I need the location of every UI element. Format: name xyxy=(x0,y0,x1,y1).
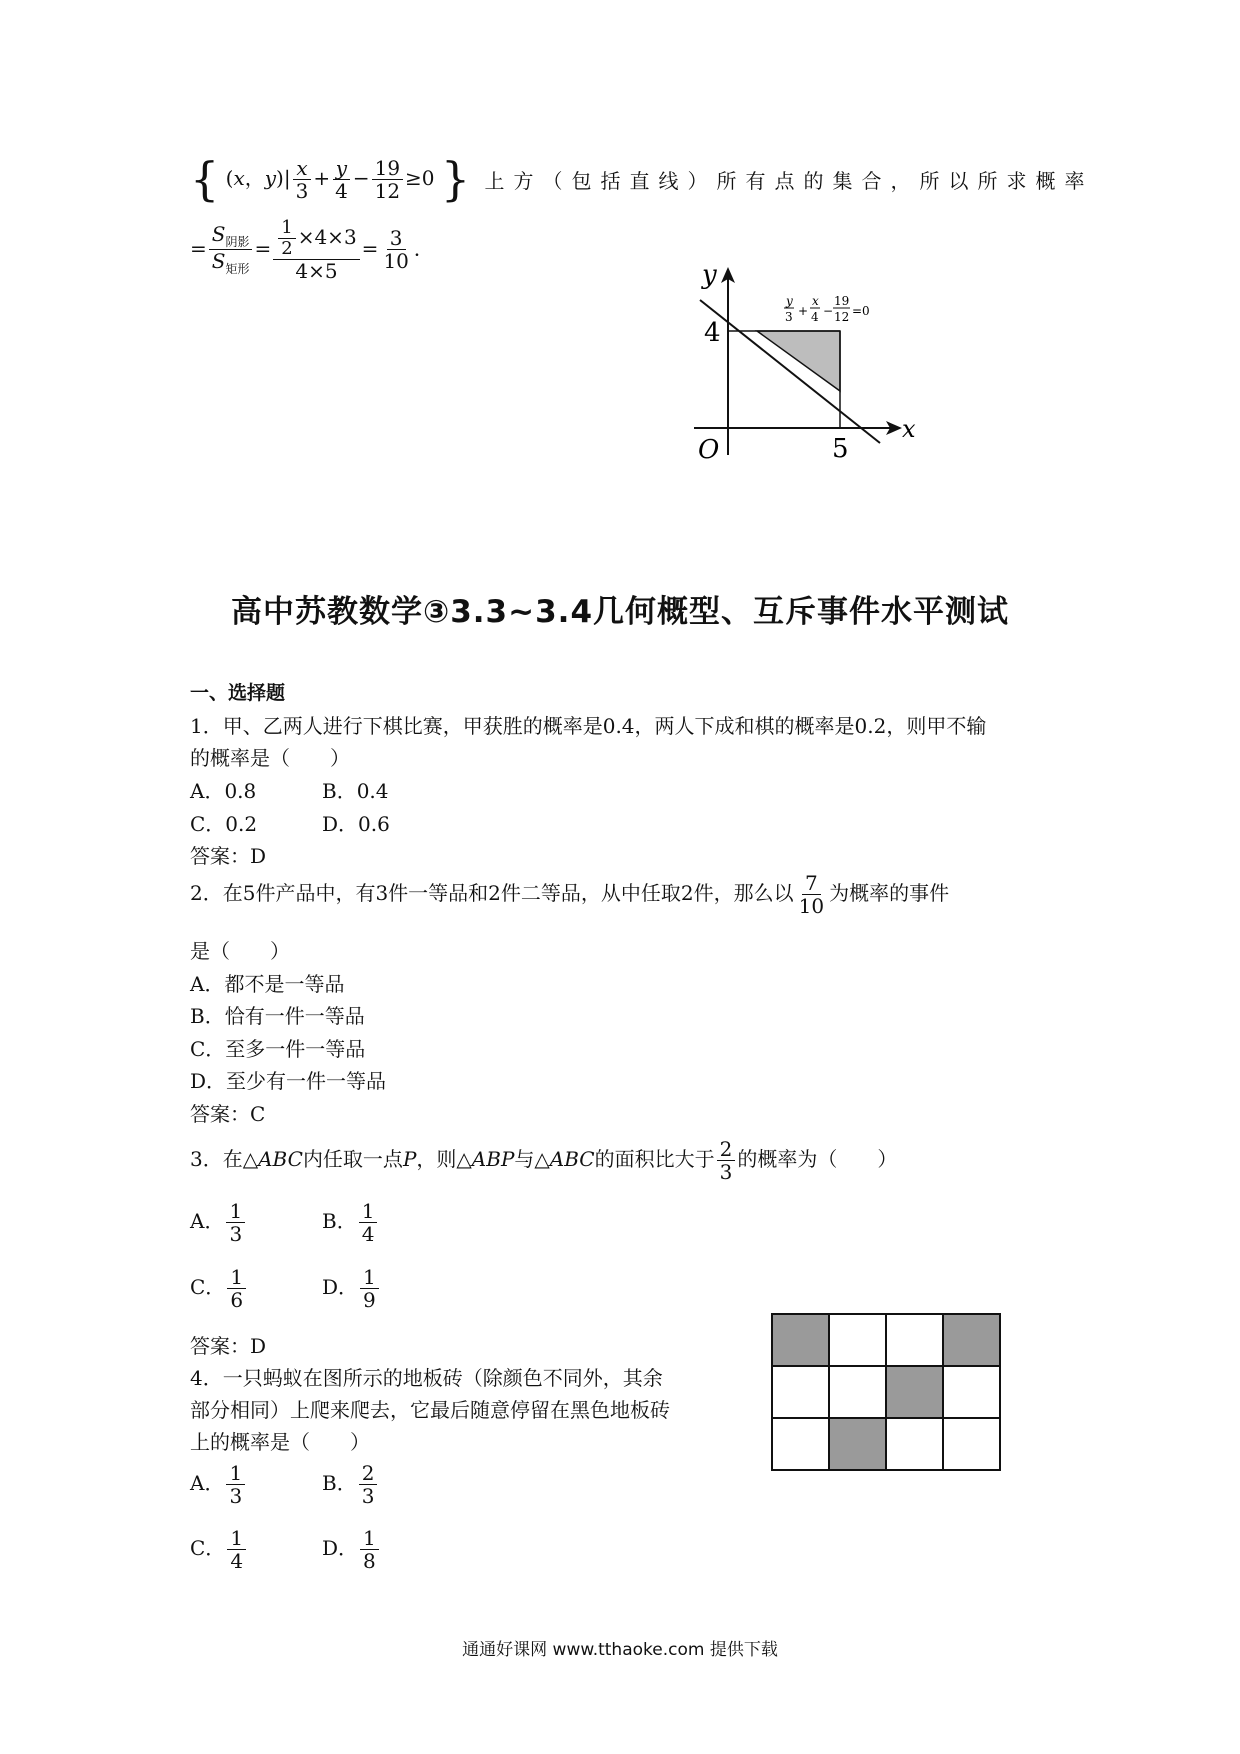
q4-text-line3: 上的概率是（ ） xyxy=(190,1430,370,1454)
q2-option-d: D．至少有一件一等品 xyxy=(190,1069,387,1093)
q4-option-b: B． $\frac{2}{3}$ xyxy=(322,1462,379,1507)
svg-text:=0: =0 xyxy=(852,304,870,318)
q4-option-c: C． $\frac{1}{4}$ xyxy=(190,1527,248,1572)
q4-text-line1: 4．一只蚂蚁在图所示的地板砖（除颜色不同外，其余 xyxy=(190,1366,663,1390)
q1-option-a: A．0.8 xyxy=(190,779,257,803)
q2-option-c: C．至多一件一等品 xyxy=(190,1037,366,1061)
y-tick-label: 4 xyxy=(704,318,721,348)
probability-equation: = $\frac{S_{阴影}}{S_{矩形}}$ = $\frac{1}{2}$ ×4×3 4×5 = $\frac{3}{10}$ ． xyxy=(190,217,434,283)
q3-option-a: A． $\frac{1}{3}$ xyxy=(190,1200,247,1245)
tile-light xyxy=(943,1418,1000,1470)
footer-text: 通通好课网 www.tthaoke.com 提供下载 xyxy=(462,1640,778,1660)
svg-text:−: − xyxy=(823,304,834,318)
section-heading: 一、选择题 xyxy=(190,682,286,704)
q3-option-c: C． $\frac{1}{6}$ xyxy=(190,1266,248,1311)
q3-option-b: B． $\frac{1}{4}$ xyxy=(322,1200,379,1245)
line-equation-label xyxy=(784,294,870,324)
q3-text: 3．在△ABC内任取一点P，则△ABP与△ABC的面积比大于 $\frac{2}{3}$ 的概率为（ ） xyxy=(190,1137,898,1184)
q4-option-d: D． $\frac{1}{8}$ xyxy=(322,1527,381,1572)
q3-answer: 答案：D xyxy=(190,1334,267,1358)
above-text: 上方（包括直线）所有点的集合，所以所求概率 xyxy=(484,168,1094,193)
set-expression: (x，y)| $\frac{x}{3}$ + $\frac{y}{4}$ − $\frac{19}{12}$ ≥0 xyxy=(225,155,435,203)
set-description-line xyxy=(190,152,1094,206)
tile-light xyxy=(829,1314,886,1366)
tile-dark xyxy=(943,1314,1000,1366)
q1-answer: 答案：D xyxy=(190,844,267,868)
tile-dark xyxy=(772,1314,829,1366)
svg-text:x: x xyxy=(812,294,819,308)
q2-text-line1: 2．在5件产品中，有3件一等品和2件二等品，从中任取2件，那么以 $\frac{7}{10}$ 为概率的事件 xyxy=(190,871,950,918)
floor-tile-grid xyxy=(770,1312,1004,1472)
tile-light xyxy=(772,1366,829,1418)
svg-text:19: 19 xyxy=(834,294,850,308)
tile-light xyxy=(886,1314,943,1366)
q2-option-a: A．都不是一等品 xyxy=(190,972,345,996)
tile-light xyxy=(943,1366,1000,1418)
q1-option-d: D．0.6 xyxy=(322,812,390,836)
svg-text:y: y xyxy=(786,294,793,308)
q2-text-line2: 是（ ） xyxy=(190,939,290,963)
x-tick-label: 5 xyxy=(832,434,849,464)
left-brace: { xyxy=(190,152,220,206)
svg-text:12: 12 xyxy=(834,310,850,324)
page-title: 高中苏教数学③3.3~3.4几何概型、互斥事件水平测试 xyxy=(230,594,1010,630)
tile-dark xyxy=(886,1366,943,1418)
q4-option-a: A． $\frac{1}{3}$ xyxy=(190,1462,247,1507)
coordinate-graph xyxy=(680,245,940,465)
right-brace: } xyxy=(440,152,471,206)
svg-text:4: 4 xyxy=(811,310,819,324)
tile-light xyxy=(772,1418,829,1470)
q4-text-line2: 部分相同）上爬来爬去，它最后随意停留在黑色地板砖 xyxy=(190,1398,670,1422)
q1-text-line1: 1．甲、乙两人进行下棋比赛，甲获胜的概率是0.4，两人下成和棋的概率是0.2，则甲不输 xyxy=(190,714,987,738)
q1-option-c: C．0.2 xyxy=(190,812,258,836)
q1-text-line2: 的概率是（ ） xyxy=(190,746,350,770)
q2-answer: 答案：C xyxy=(190,1102,266,1126)
shaded-triangle xyxy=(757,331,840,391)
tile-dark xyxy=(829,1418,886,1470)
y-axis-label: y xyxy=(702,260,717,290)
x-axis-label: x xyxy=(902,415,916,443)
svg-text:+: + xyxy=(798,304,809,318)
origin-label: O xyxy=(698,435,720,465)
q1-option-b: B．0.4 xyxy=(322,779,389,803)
tile-light xyxy=(886,1418,943,1470)
tile-light xyxy=(829,1366,886,1418)
q3-option-d: D． $\frac{1}{9}$ xyxy=(322,1266,381,1311)
q2-option-b: B．恰有一件一等品 xyxy=(190,1004,365,1028)
svg-text:3: 3 xyxy=(785,310,793,324)
